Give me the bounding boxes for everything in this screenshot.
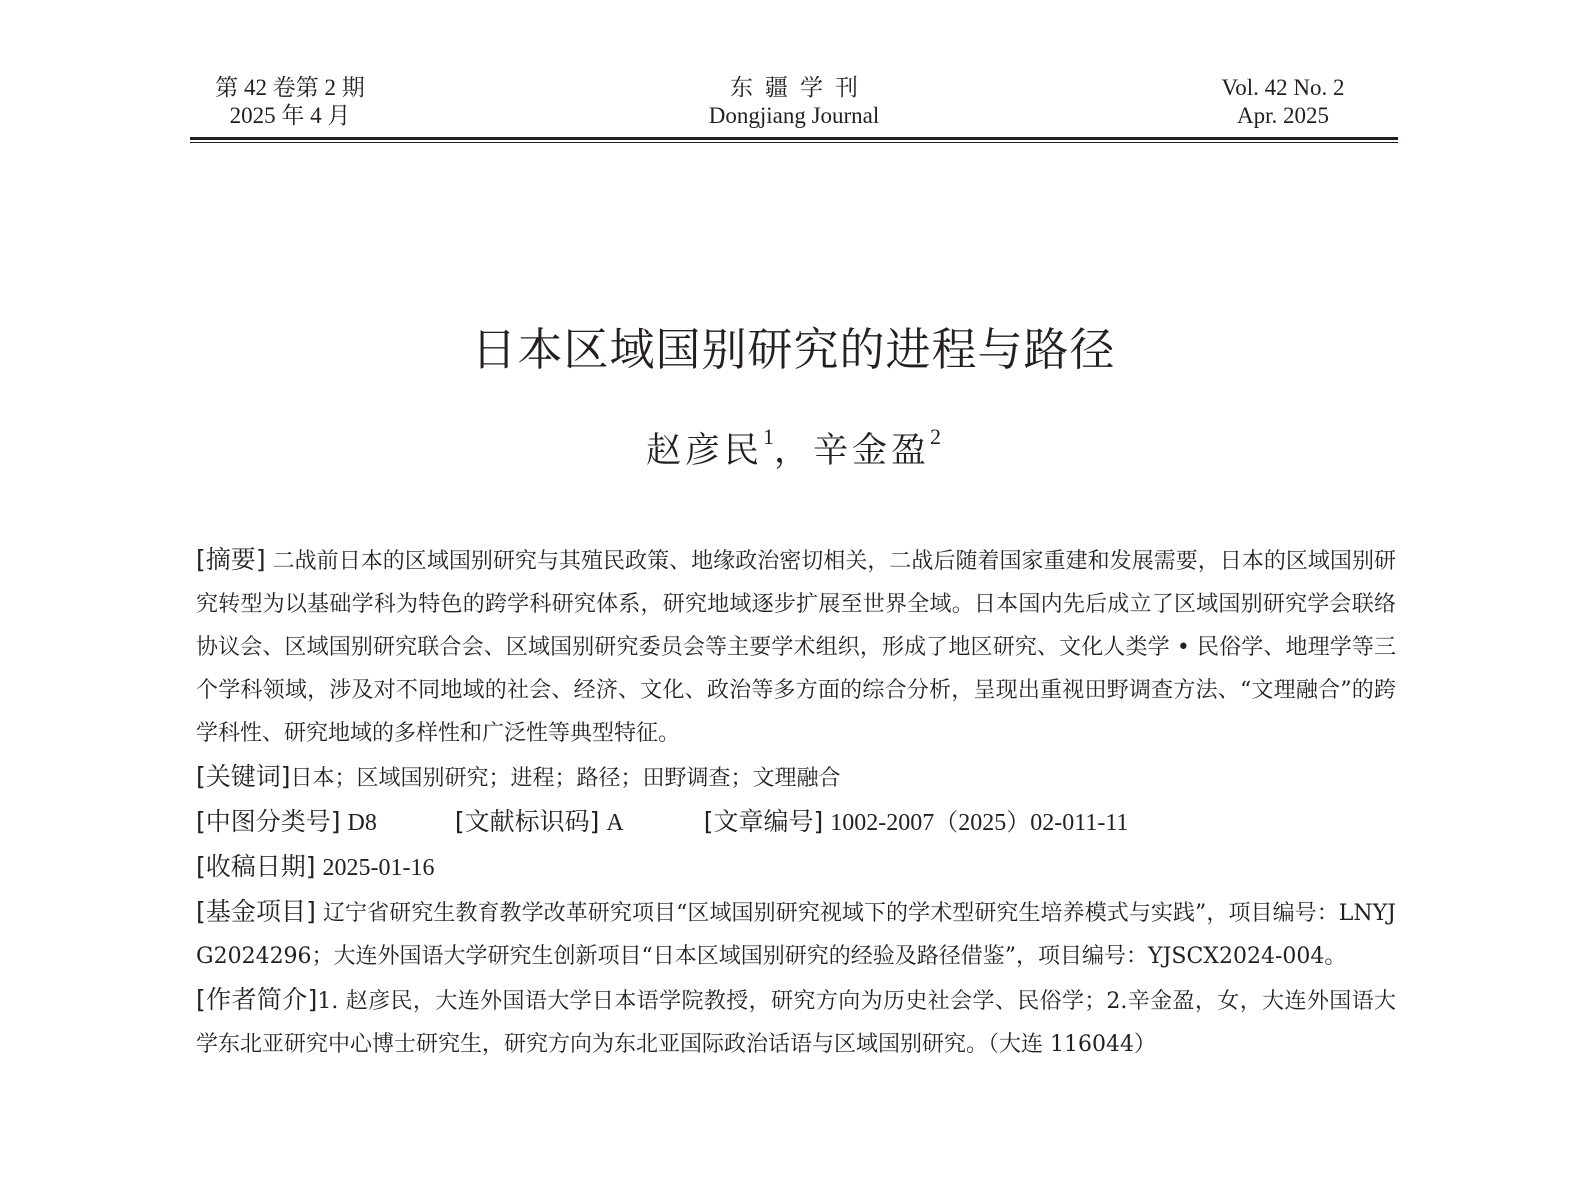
author-line: [0, 426, 1587, 476]
classification-label: [中图分类号]: [196, 807, 341, 836]
date-en: Apr. 2025: [1237, 103, 1329, 128]
article-no-item: [704, 800, 1129, 845]
fund-section: [196, 890, 1396, 978]
abstract-label: [摘要]: [196, 545, 266, 574]
header-rule-thin: [190, 142, 1398, 143]
fund-label: [基金项目]: [196, 897, 316, 926]
author-name: 辛金盈: [813, 431, 931, 471]
doc-code-label: [文献标识码]: [454, 807, 600, 836]
doc-code-item: [455, 800, 624, 845]
author-affiliation-mark: 1: [762, 424, 774, 449]
header-left: [210, 74, 370, 130]
header-right: [1198, 74, 1368, 130]
received-section: [196, 845, 1396, 890]
author-name: 赵彦民: [645, 431, 763, 471]
author-bio-label: [作者简介]: [196, 985, 318, 1014]
author-separator: ，: [773, 431, 813, 471]
article-metadata: [196, 538, 1396, 1066]
volume-issue-en: Vol. 42 No. 2: [1221, 75, 1345, 100]
paper-title: 日本区域国别研究的进程与路径: [471, 323, 1116, 377]
journal-name-en: Dongjiang Journal: [708, 103, 880, 128]
received-value: 2025-01-16: [322, 855, 435, 881]
classification-value: D8: [347, 810, 377, 836]
header-rule-thick: [190, 137, 1398, 140]
author-affiliation-mark: 2: [930, 424, 942, 449]
classification-item: [196, 800, 377, 845]
volume-issue-cn: 第 42 卷第 2 期: [215, 75, 365, 100]
abstract-text: 二战前日本的区域国别研究与其殖民政策、地缘政治密切相关，二战后随着国家重建和发展需要，日本的区域国别研究转型为以基础学科为特色的跨学科研究体系，研究地域逐步扩展至世界全域。日本国内先后成立了区域国别研究学会联络协议会、区域国别研究联合会、区域国别研究委员会等主要学术组织，形成了地区研究、文化人类学 • 民俗学、地理学等三个学科领域，涉及对不同地域的社会、经济、文化、政治等多方面的综合分析，呈现出重视田野调查方法、“文理融合”的跨学科性、研究地域的多样性和广泛性等典型特征。: [196, 549, 1396, 746]
received-label: [收稿日期]: [196, 852, 316, 881]
author-bio-text: 1. 赵彦民，大连外国语大学日本语学院教授，研究方向为历史社会学、民俗学；2.辛金盈，女，大连外国语大学东北亚研究中心博士研究生，研究方向为东北亚国际政治话语与区域国别研究。（大连 116044）: [196, 989, 1396, 1057]
doc-code-value: A: [606, 810, 624, 836]
journal-name-cn: 东疆学刊: [730, 75, 870, 100]
keywords-section: [196, 755, 1396, 800]
keywords-text: 日本；区域国别研究；进程；路径；田野调查；文理融合: [290, 766, 841, 791]
abstract-section: [196, 538, 1396, 755]
date-cn: 2025 年 4 月: [229, 103, 351, 128]
article-no-value: 1002-2007（2025）02-011-11: [830, 810, 1129, 836]
journal-header: [190, 74, 1398, 138]
classification-row: [196, 800, 1396, 845]
article-no-label: [文章编号]: [703, 807, 824, 836]
author-bio-section: [196, 978, 1396, 1066]
header-center: [644, 74, 944, 130]
keywords-label: [关键词]: [196, 762, 291, 791]
fund-text: 辽宁省研究生教育教学改革研究项目“区域国别研究视域下的学术型研究生培养模式与实践”，项目编号：LNYJG2024296；大连外国语大学研究生创新项目“日本区域国别研究的经验及路径借鉴”，项目编号：YJSCX2024-004。: [196, 901, 1397, 969]
